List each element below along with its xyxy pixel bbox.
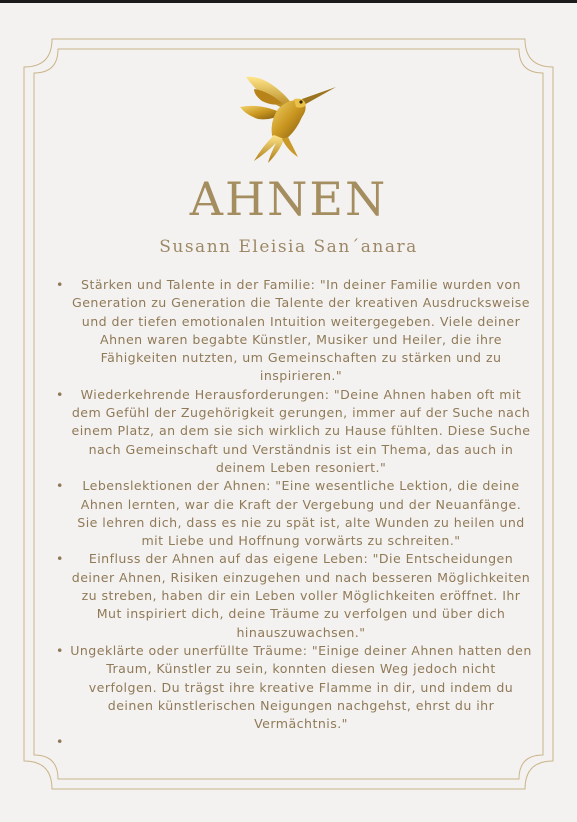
list-item (56, 386, 532, 477)
golden-hummingbird-icon (232, 69, 340, 165)
bullet-list (56, 276, 532, 752)
list-item-text: Ungeklärte oder unerfüllte Träume: "Einige deiner Ahnen hatten den Traum, Künstler zu sein, konnten diesen Weg jedoch nicht verfolgen. Du trägst ihre kreative Flamme in dir, und indem du deinen künstlerischen Neigungen nachgehst, ehrst du ihr Vermächtnis." (70, 642, 532, 732)
list-item (56, 550, 532, 641)
list-item-empty (56, 733, 532, 751)
list-item-text: Einfluss der Ahnen auf das eigene Leben: "Die Entscheidungen deiner Ahnen, Risiken einzugehen und nach besseren Möglichkeiten zu streben, haben dir ein Leben voller Möglichkeiten eröffnet. Ihr Mut inspiriert dich, deine Träume zu verfolgen und über dich hinauszuwachsen." (71, 551, 531, 640)
list-item (56, 477, 532, 550)
bullet-marker: • (56, 478, 64, 494)
list-item-text: Wiederkehrende Herausforderungen: "Deine Ahnen haben oft mit dem Gefühl der Zugehörigkeit gerungen, immer auf der Suche nach einem Platz, an dem sie sich wirklich zu Hause fühlten. Diese Suche nach Gemeinschaft und Verständnis ist ein Thema, das auch in deinem Leben resoniert." (71, 386, 531, 475)
page-title: AHNEN (189, 172, 388, 226)
bullet-marker: • (56, 386, 64, 402)
list-item (56, 276, 532, 386)
bullet-marker: • (56, 277, 64, 292)
bullet-marker: • (56, 551, 64, 567)
document-page (0, 3, 577, 822)
bullet-marker: • (56, 734, 64, 750)
list-item-text: Lebenslektionen der Ahnen: "Eine wesentliche Lektion, die deine Ahnen lernten, war die Kraft der Vergebung und der Neuanfänge. Sie lehren dich, dass es nie zu spät ist, alte Wunden zu heilen und mit Liebe und Hoffnung vorwärts zu schreiten." (77, 478, 525, 549)
list-item (56, 642, 532, 733)
author-subtitle: Susann Eleisia San´anara (159, 237, 418, 257)
bullet-marker: • (56, 642, 64, 658)
list-item-text: Stärken und Talente in der Familie: "In deiner Familie wurden von Generation zu Generation die Talente der kreativen Ausdrucksweise und der tiefen emotionalen Intuition weitergegeben. Viele deiner Ahnen waren begabte Künstler, Musiker und Heiler, die ihre Fähigkeiten nutzten, um Gemeinschaften zu stärken und zu inspirieren." (71, 277, 530, 384)
